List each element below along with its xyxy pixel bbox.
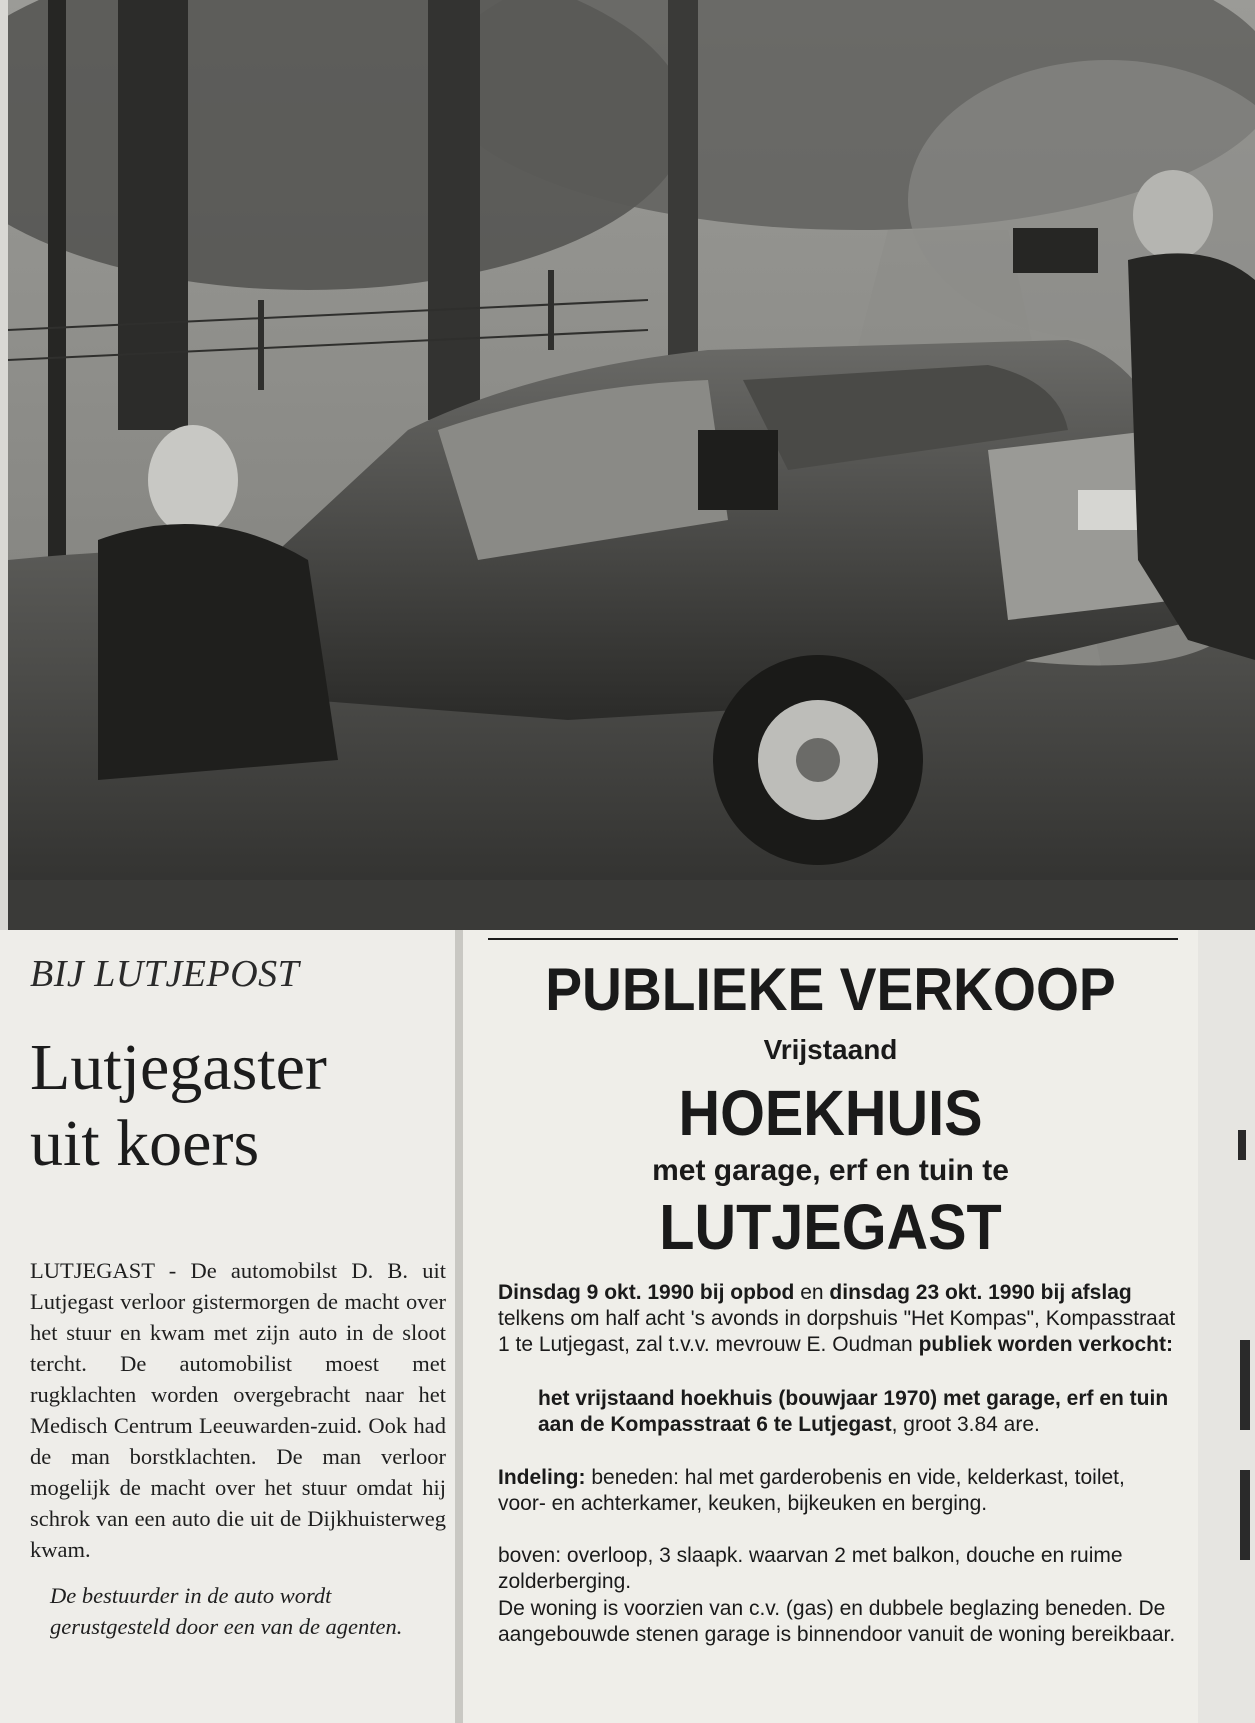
- ad-title: PUBLIEKE VERKOOP: [545, 956, 1116, 1023]
- edge-mark: [1240, 1340, 1250, 1430]
- news-article: [0, 930, 455, 1723]
- ad-location: LUTJEGAST: [659, 1191, 1002, 1263]
- article-body: LUTJEGAST - De automobilst D. B. uit Lutjegast verloor gistermorgen de macht over het stuur en kwam met zijn auto in de sloot tercht. De automobilist moest met rugklachten worden overgebracht naar het Medisch Centrum Leeuwarden-zuid. Ook had de man borstklachten. De man verloor mogelijk de macht over het stuur omdat hij schrok van een auto die uit de Dijkhuisterweg kwam.: [30, 1258, 446, 1562]
- layout-ground-floor: beneden: hal met garderobenis en vide, kelderkast, toilet, voor- en achterkamer, keuken, bijkeuken en berging.: [498, 1466, 1125, 1515]
- edge-mark: [1240, 1470, 1250, 1560]
- layout-label: Indeling:: [498, 1466, 586, 1489]
- property-size: , groot 3.84 are.: [891, 1413, 1040, 1436]
- column-divider: [455, 930, 463, 1723]
- auction-date-1: Dinsdag 9 okt. 1990 bij opbod: [498, 1281, 795, 1304]
- auction-text-1: en: [794, 1281, 830, 1304]
- headline-line-2: uit koers: [30, 1107, 260, 1180]
- ad-subtitle-features: met garage, erf en tuin te: [652, 1154, 1009, 1187]
- property-description-bold: het vrijstaand hoekhuis (bouwjaar 1970) met garage, erf en tuin aan de Kompasstraat 6 te Lutjegast: [538, 1387, 1169, 1436]
- photo-caption: De bestuurder in de auto wordt gerustgesteld door een van de agenten.: [50, 1583, 403, 1639]
- headline-line-1: Lutjegaster: [30, 1031, 327, 1104]
- ad-layout-upper-floor: boven: overloop, 3 slaapk. waarvan 2 met balkon, douche en ruime zolderberging.: [498, 1544, 1123, 1593]
- ad-layout-ground-floor: [498, 1465, 1178, 1517]
- article-headline: [30, 1030, 450, 1182]
- news-photo: [8, 0, 1255, 930]
- ad-subtitle-detached: Vrijstaand: [763, 1034, 898, 1065]
- property-sale-ad: [463, 930, 1198, 1723]
- ad-property-description: [538, 1386, 1178, 1438]
- auction-text-2: telkens om half acht 's avonds in dorpshuis "Het Kompas", Kompasstraat 1 te Lutjegast, zal t.v.v. mevrouw E. Oudman: [498, 1307, 1176, 1356]
- ad-heating-garage: De woning is voorzien van c.v. (gas) en dubbele beglazing beneden. De aangebouwde stenen garage is binnendoor vanuit de woning bereikbaar.: [498, 1597, 1176, 1646]
- page-edge-strip: [1198, 930, 1255, 1723]
- ad-auction-dates: [498, 1280, 1178, 1358]
- ad-top-rule: [488, 938, 1178, 940]
- auction-date-2: dinsdag 23 okt. 1990 bij afslag: [829, 1281, 1132, 1304]
- article-kicker: BIJ LUTJEPOST: [30, 953, 300, 995]
- auction-sale-note: publiek worden verkocht:: [918, 1333, 1173, 1356]
- edge-mark: [1238, 1130, 1246, 1160]
- car-in-ditch-photo: [8, 0, 1255, 930]
- ad-property-type: HOEKHUIS: [678, 1077, 983, 1149]
